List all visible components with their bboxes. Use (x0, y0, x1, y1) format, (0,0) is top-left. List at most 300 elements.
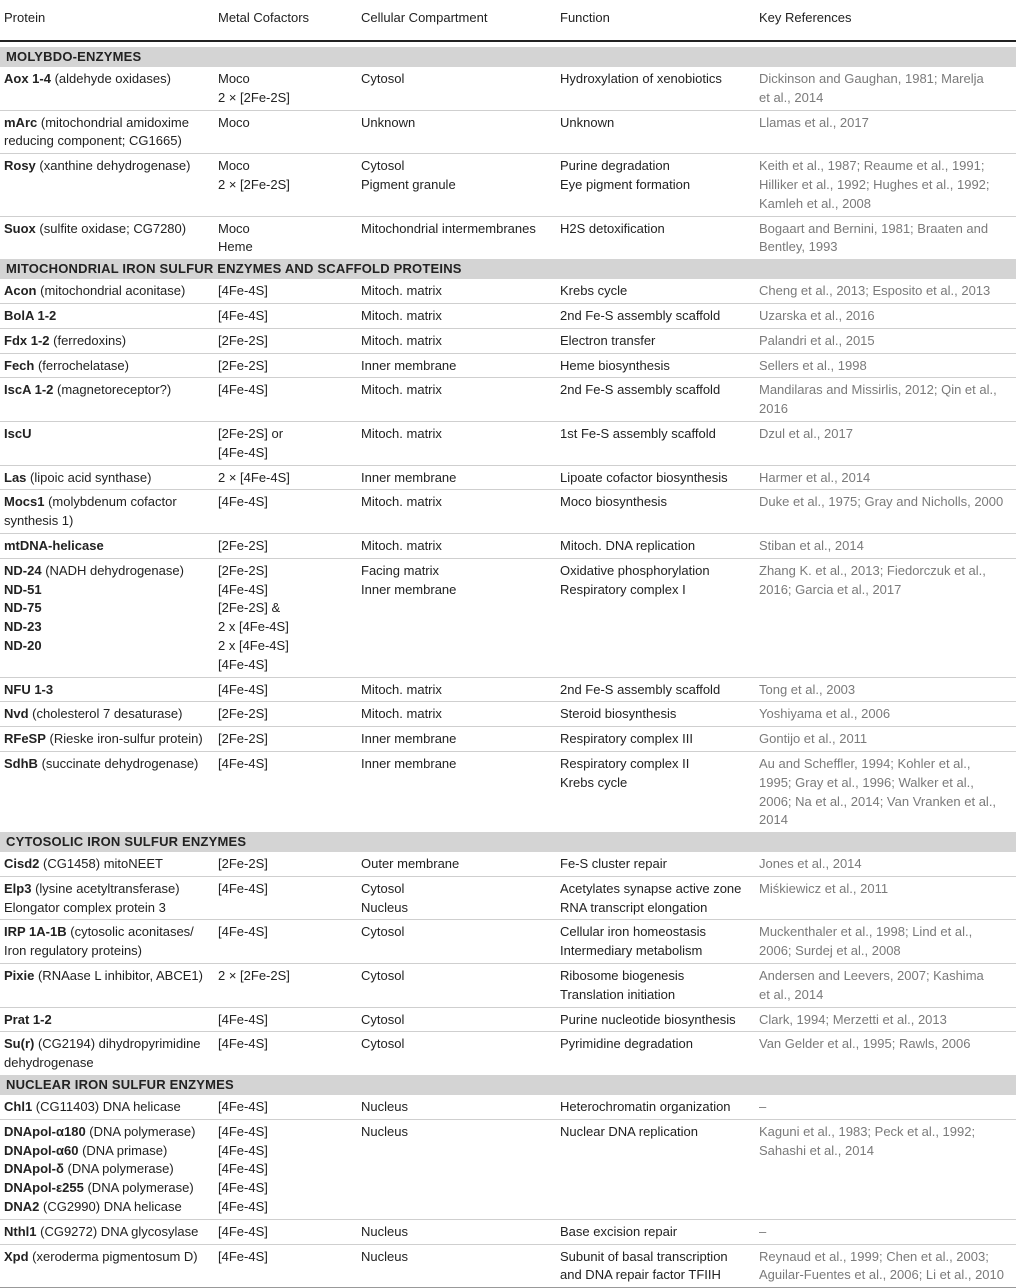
cell-compartment-line: Mitoch. matrix (361, 425, 442, 441)
protein-name: IscA 1-2 (4, 382, 54, 398)
header-metal-cofactors: Metal Cofactors (218, 10, 310, 25)
protein-line (4, 381, 212, 400)
protein-name: DNA2 (4, 1199, 40, 1215)
cell-compartment (361, 855, 560, 874)
cell-function (560, 70, 759, 108)
cell-protein (0, 70, 218, 108)
cell-compartment (361, 70, 560, 108)
cell-references-line: 2006; Surdej et al., 2008 (759, 943, 901, 959)
cell-references (759, 70, 1016, 108)
cell-references-line: Kamleh et al., 2008 (759, 195, 872, 211)
cell-metal-cofactors (218, 425, 361, 463)
table-row (0, 963, 1016, 1007)
cell-metal-cofactors (218, 114, 361, 152)
cell-protein (0, 705, 218, 724)
cell-function-line: 2nd Fe-S assembly scaffold (560, 307, 721, 323)
table-header (0, 0, 1016, 40)
protein-line (4, 730, 212, 749)
cell-metal-cofactors (218, 562, 361, 675)
table-row (0, 677, 1016, 702)
cell-function (560, 307, 759, 326)
cell-protein (0, 880, 218, 918)
cell-references (759, 923, 1016, 961)
protein-description: (cholesterol 7 desaturase) (28, 706, 183, 722)
cell-metal-cofactors (218, 1098, 361, 1117)
cell-function (560, 425, 759, 463)
table-row (0, 110, 1016, 154)
cell-references-line: Mandilaras and Missirlis, 2012; Qin et al., (759, 382, 997, 398)
cell-compartment (361, 755, 560, 830)
cell-references-line: et al., 2014 (759, 986, 824, 1002)
cell-metal-cofactors-line: [2Fe-2S] (218, 537, 268, 553)
table-row (0, 489, 1016, 533)
cell-compartment (361, 730, 560, 749)
protein-name: SdhB (4, 755, 38, 771)
cell-compartment (361, 1123, 560, 1217)
protein-name: DNApol-α180 (4, 1123, 86, 1139)
protein-name: mArc (4, 114, 38, 130)
section-title: MITOCHONDRIAL IRON SULFUR ENZYMES AND SCAFFOLD PROTEINS (0, 259, 1016, 279)
cell-compartment (361, 307, 560, 326)
cell-metal-cofactors-line: [4Fe-4S] (218, 1180, 268, 1196)
cell-metal-cofactors (218, 307, 361, 326)
protein-description: (xeroderma pigmentosum D) (28, 1248, 198, 1264)
cell-metal-cofactors (218, 381, 361, 419)
cell-protein (0, 381, 218, 419)
protein-line (4, 537, 212, 556)
cell-metal-cofactors (218, 332, 361, 351)
cell-metal-cofactors-line: 2 × [2Fe-2S] (218, 968, 290, 984)
protein-name: Pixie (4, 968, 35, 984)
protein-name: Aox 1-4 (4, 71, 51, 86)
cell-compartment-line: Facing matrix (361, 562, 440, 578)
cell-references-line: Keith et al., 1987; Reaume et al., 1991; (759, 158, 985, 174)
table-row (0, 328, 1016, 353)
cell-references (759, 855, 1016, 874)
protein-name: Acon (4, 283, 37, 299)
cell-metal-cofactors-line: 2 × [4Fe-4S] (218, 469, 290, 485)
cell-metal-cofactors (218, 282, 361, 301)
cell-compartment (361, 1248, 560, 1286)
cell-references (759, 967, 1016, 1005)
cell-function (560, 1223, 759, 1242)
cell-compartment-line: Nucleus (361, 899, 408, 915)
cell-compartment (361, 967, 560, 1005)
cell-metal-cofactors (218, 755, 361, 830)
protein-name: DNApol-α60 (4, 1142, 79, 1158)
cell-metal-cofactors-line: [2Fe-2S] (218, 706, 268, 722)
protein-description: synthesis 1) (4, 513, 74, 529)
table-row (0, 726, 1016, 751)
protein-name: Fdx 1-2 (4, 332, 50, 348)
cell-function-line: Intermediary metabolism (560, 943, 703, 959)
protein-line (4, 1054, 212, 1073)
cell-references-line: Hilliker et al., 1992; Hughes et al., 1992; (759, 176, 990, 192)
cell-protein (0, 282, 218, 301)
cell-compartment-line: Cytosol (361, 880, 405, 896)
protein-description: (CG1458) mitoNEET (39, 856, 163, 872)
cell-metal-cofactors (218, 1035, 361, 1073)
cell-metal-cofactors (218, 730, 361, 749)
cell-metal-cofactors-line: [4Fe-4S] (218, 1223, 268, 1239)
cell-function (560, 381, 759, 419)
cell-compartment-line: Cytosol (361, 158, 405, 174)
cell-function (560, 114, 759, 152)
cell-compartment-line: Mitoch. matrix (361, 706, 442, 722)
cell-metal-cofactors (218, 157, 361, 213)
cell-references-line: 2016 (759, 401, 788, 417)
cell-compartment-line: Inner membrane (361, 357, 457, 373)
cell-references-line: Gontijo et al., 2011 (759, 731, 868, 747)
cell-metal-cofactors (218, 1011, 361, 1030)
table-row (0, 67, 1016, 110)
cell-compartment (361, 114, 560, 152)
protein-line (4, 599, 212, 618)
protein-line (4, 1123, 212, 1142)
protein-line (4, 755, 212, 774)
cell-function-line: Ribosome biogenesis (560, 968, 685, 984)
cell-compartment-line: Pigment granule (361, 176, 456, 192)
cell-compartment (361, 1223, 560, 1242)
table-row (0, 1244, 1016, 1288)
cell-references-line: Stiban et al., 2014 (759, 537, 864, 553)
cell-function-line: Purine nucleotide biosynthesis (560, 1011, 736, 1027)
protein-line (4, 157, 212, 176)
cell-references (759, 1248, 1016, 1286)
protein-description: (DNA polymerase) (85, 1123, 196, 1139)
cell-protein (0, 1248, 218, 1286)
header-cellular-compartment: Cellular Compartment (361, 10, 488, 25)
cell-compartment (361, 381, 560, 419)
cell-protein (0, 537, 218, 556)
cell-references (759, 1011, 1016, 1030)
cell-protein (0, 1035, 218, 1073)
cell-protein (0, 755, 218, 830)
cell-metal-cofactors-line: [4Fe-4S] (218, 283, 268, 299)
cell-metal-cofactors-line: [4Fe-4S] (218, 307, 268, 323)
cell-function (560, 1123, 759, 1217)
protein-description: (Rieske iron-sulfur protein) (45, 731, 203, 747)
cell-metal-cofactors-line: Moco (218, 158, 250, 174)
protein-line (4, 469, 212, 488)
cell-references-line: Van Gelder et al., 1995; Rawls, 2006 (759, 1036, 971, 1052)
protein-name: Chl1 (4, 1099, 33, 1115)
cell-compartment (361, 282, 560, 301)
table-row (0, 421, 1016, 465)
cell-function (560, 1098, 759, 1117)
cell-references-line: Jones et al., 2014 (759, 856, 862, 872)
cell-references-line: 1995; Gray et al., 1996; Walker et al., (759, 774, 974, 790)
protein-name: ND-51 (4, 581, 42, 597)
cell-metal-cofactors-line: [4Fe-4S] (218, 1161, 268, 1177)
table-row (0, 216, 1016, 260)
cell-protein (0, 562, 218, 675)
cell-metal-cofactors (218, 469, 361, 488)
cell-references-line: Bogaart and Bernini, 1981; Braaten and (759, 220, 989, 236)
header-key-references: Key References (759, 10, 852, 25)
protein-line (4, 705, 212, 724)
protein-line (4, 357, 212, 376)
protein-description: (NADH dehydrogenase) (41, 562, 184, 578)
protein-line (4, 681, 212, 700)
section-title: NUCLEAR IRON SULFUR ENZYMES (0, 1075, 1016, 1095)
cell-compartment-line: Cytosol (361, 1036, 405, 1052)
header-function: Function (560, 10, 610, 25)
protein-line (4, 1011, 212, 1030)
protein-name: ND-23 (4, 619, 42, 635)
protein-name: Suox (4, 220, 36, 236)
cell-metal-cofactors-line: [2Fe-2S] & (218, 600, 281, 616)
protein-name: Fech (4, 357, 35, 373)
cell-function (560, 537, 759, 556)
cell-function-line: Eye pigment formation (560, 176, 691, 192)
cell-references-line: Andersen and Leevers, 2007; Kashima (759, 968, 984, 984)
cell-metal-cofactors-line: Moco (218, 114, 250, 130)
cell-references-line: Llamas et al., 2017 (759, 114, 869, 130)
protein-line (4, 1035, 212, 1054)
cell-references-line: Miśkiewicz et al., 2011 (759, 880, 889, 896)
table-row (0, 465, 1016, 490)
table-row (0, 353, 1016, 378)
cell-function-line: Oxidative phosphorylation (560, 562, 710, 578)
cell-function (560, 923, 759, 961)
cell-metal-cofactors (218, 1123, 361, 1217)
cell-compartment-line: Mitoch. matrix (361, 307, 442, 323)
cell-protein (0, 220, 218, 258)
cell-function-line: Respiratory complex III (560, 731, 693, 747)
protein-line (4, 1198, 212, 1217)
cell-metal-cofactors-line: [4Fe-4S] (218, 382, 268, 398)
table-row (0, 1095, 1016, 1119)
protein-description: (magnetoreceptor?) (53, 382, 172, 398)
cell-compartment-line: Nucleus (361, 1223, 408, 1239)
cell-references (759, 537, 1016, 556)
cell-function (560, 220, 759, 258)
cell-references (759, 755, 1016, 830)
cell-references (759, 220, 1016, 258)
cell-compartment-line: Mitoch. matrix (361, 537, 442, 553)
table-row (0, 1119, 1016, 1219)
cell-references (759, 425, 1016, 463)
cell-references-line: et al., 2014 (759, 89, 824, 105)
cell-compartment-line: Mitoch. matrix (361, 494, 442, 510)
cell-function-line: Electron transfer (560, 332, 656, 348)
cell-references-line: Reynaud et al., 1999; Chen et al., 2003; (759, 1248, 989, 1264)
protein-line (4, 70, 212, 89)
cell-metal-cofactors-line: [2Fe-2S] (218, 856, 268, 872)
cell-protein (0, 1123, 218, 1217)
cell-metal-cofactors (218, 880, 361, 918)
cell-function-line: Fe-S cluster repair (560, 856, 667, 872)
protein-description: Elongator complex protein 3 (4, 899, 166, 915)
protein-description: (lipoic acid synthase) (26, 469, 152, 485)
cell-metal-cofactors-line: [2Fe-2S] (218, 731, 268, 747)
protein-description: (aldehyde oxidases) (50, 71, 171, 86)
protein-line (4, 332, 212, 351)
cell-metal-cofactors-line: [4Fe-4S] (218, 1099, 268, 1115)
cell-references (759, 1098, 1016, 1117)
protein-description: (mitochondrial amidoxime (37, 114, 189, 130)
cell-metal-cofactors (218, 1248, 361, 1286)
protein-line (4, 618, 212, 637)
table-row (0, 751, 1016, 832)
cell-function (560, 730, 759, 749)
protein-line (4, 855, 212, 874)
cell-metal-cofactors (218, 70, 361, 108)
protein-line (4, 282, 212, 301)
protein-description: (molybdenum cofactor (44, 494, 177, 510)
cell-compartment-line: Cytosol (361, 924, 405, 940)
cell-compartment-line: Inner membrane (361, 469, 457, 485)
table-row (0, 852, 1016, 876)
cell-metal-cofactors-line: [4Fe-4S] (218, 1036, 268, 1052)
cell-references-line: – (759, 1099, 767, 1115)
cell-references (759, 1035, 1016, 1073)
cell-compartment (361, 923, 560, 961)
cell-protein (0, 1223, 218, 1242)
cell-function-line: Unknown (560, 114, 615, 130)
protein-name: NFU 1-3 (4, 681, 54, 697)
protein-line (4, 880, 212, 899)
cell-compartment (361, 537, 560, 556)
cell-metal-cofactors-line: [4Fe-4S] (218, 494, 268, 510)
cell-function-line: H2S detoxification (560, 220, 665, 236)
cell-protein (0, 307, 218, 326)
cell-function (560, 855, 759, 874)
cell-references (759, 114, 1016, 152)
cell-function-line: RNA transcript elongation (560, 899, 708, 915)
cell-references-line: Zhang K. et al., 2013; Fiedorczuk et al., (759, 562, 986, 578)
cell-metal-cofactors-line: [4Fe-4S] (218, 1142, 268, 1158)
protein-name: DNApol-ε255 (4, 1180, 84, 1196)
header-rule (0, 40, 1016, 42)
protein-name: mtDNA-helicase (4, 537, 104, 553)
cell-function (560, 157, 759, 213)
cell-metal-cofactors-line: 2 × [2Fe-2S] (218, 89, 290, 105)
protein-line (4, 942, 212, 961)
cell-references-line: Sahashi et al., 2014 (759, 1142, 874, 1158)
cell-compartment-line: Cytosol (361, 71, 405, 86)
cell-compartment-line: Outer membrane (361, 856, 460, 872)
protein-description: (RNAase L inhibitor, ABCE1) (34, 968, 203, 984)
table-body (0, 47, 1016, 1287)
cell-metal-cofactors-line: [4Fe-4S] (218, 656, 268, 672)
protein-line (4, 1179, 212, 1198)
cell-references (759, 357, 1016, 376)
cell-metal-cofactors-line: Heme (218, 239, 253, 255)
cell-compartment-line: Mitoch. matrix (361, 681, 442, 697)
cell-function-line: Base excision repair (560, 1223, 678, 1239)
cell-metal-cofactors-line: [2Fe-2S] (218, 562, 268, 578)
cell-metal-cofactors-line: [4Fe-4S] (218, 444, 268, 460)
protein-name: Nvd (4, 706, 29, 722)
protein-name: ND-24 (4, 562, 42, 578)
protein-line (4, 1248, 212, 1267)
cell-function-line: Lipoate cofactor biosynthesis (560, 469, 728, 485)
table-row (0, 1007, 1016, 1032)
table-row (0, 701, 1016, 726)
cell-function (560, 755, 759, 830)
cell-references-line: Clark, 1994; Merzetti et al., 2013 (759, 1011, 947, 1027)
cell-metal-cofactors (218, 681, 361, 700)
table-row (0, 377, 1016, 421)
table-row (0, 1031, 1016, 1075)
cell-references (759, 562, 1016, 675)
cell-references (759, 705, 1016, 724)
cell-protein (0, 157, 218, 213)
protein-line (4, 1098, 212, 1117)
cell-metal-cofactors-line: [2Fe-2S] (218, 332, 268, 348)
cell-references-line: – (759, 1223, 767, 1239)
protein-description: (CG9272) DNA glycosylase (36, 1223, 199, 1239)
cell-metal-cofactors (218, 855, 361, 874)
cell-function (560, 332, 759, 351)
cell-function-line: Hydroxylation of xenobiotics (560, 71, 722, 86)
cell-protein (0, 357, 218, 376)
cell-function (560, 1248, 759, 1286)
protein-description: (cytosolic aconitases/ (66, 924, 194, 940)
cell-references-line: Aguilar-Fuentes et al., 2006; Li et al., 2010 (759, 1267, 1004, 1283)
cell-references (759, 332, 1016, 351)
cell-metal-cofactors-line: [2Fe-2S] (218, 357, 268, 373)
table-row (0, 533, 1016, 558)
cell-metal-cofactors-line: 2 x [4Fe-4S] (218, 637, 289, 653)
protein-name: IRP 1A-1B (4, 924, 67, 940)
protein-line (4, 923, 212, 942)
cell-compartment (361, 357, 560, 376)
cell-references-line: Bentley, 1993 (759, 239, 838, 255)
cell-compartment-line: Mitoch. matrix (361, 283, 442, 299)
protein-name: Mocs1 (4, 494, 45, 510)
cell-references (759, 1223, 1016, 1242)
protein-description: dehydrogenase (4, 1055, 94, 1071)
cell-function-line: 1st Fe-S assembly scaffold (560, 425, 716, 441)
cell-protein (0, 332, 218, 351)
protein-description: (sulfite oxidase; CG7280) (35, 220, 187, 236)
cell-compartment (361, 1035, 560, 1073)
table-row (0, 1219, 1016, 1244)
cell-metal-cofactors (218, 357, 361, 376)
cell-protein (0, 730, 218, 749)
protein-name: ND-75 (4, 600, 42, 616)
cell-metal-cofactors-line: 2 x [4Fe-4S] (218, 619, 289, 635)
cell-compartment (361, 681, 560, 700)
cell-compartment (361, 332, 560, 351)
protein-description: (ferrochelatase) (34, 357, 129, 373)
protein-description: (lysine acetyltransferase) (31, 880, 180, 896)
cell-metal-cofactors-line: [4Fe-4S] (218, 1199, 268, 1215)
section-title: CYTOSOLIC IRON SULFUR ENZYMES (0, 832, 1016, 852)
cell-function-line: Cellular iron homeostasis (560, 924, 706, 940)
protein-name: IscU (4, 425, 32, 441)
cell-function (560, 493, 759, 531)
cell-metal-cofactors (218, 493, 361, 531)
cell-references (759, 381, 1016, 419)
cell-protein (0, 1011, 218, 1030)
cell-metal-cofactors-line: [4Fe-4S] (218, 581, 268, 597)
cell-compartment-line: Cytosol (361, 968, 405, 984)
cell-function (560, 282, 759, 301)
cell-protein (0, 1098, 218, 1117)
cell-compartment-line: Cytosol (361, 1011, 405, 1027)
protein-name: BolA 1-2 (4, 307, 57, 323)
protein-description: reducing component; CG1665) (4, 133, 182, 149)
cell-function (560, 880, 759, 918)
cell-compartment (361, 1098, 560, 1117)
cell-references (759, 1123, 1016, 1217)
cell-metal-cofactors (218, 220, 361, 258)
cell-references-line: Cheng et al., 2013; Esposito et al., 2013 (759, 283, 991, 299)
